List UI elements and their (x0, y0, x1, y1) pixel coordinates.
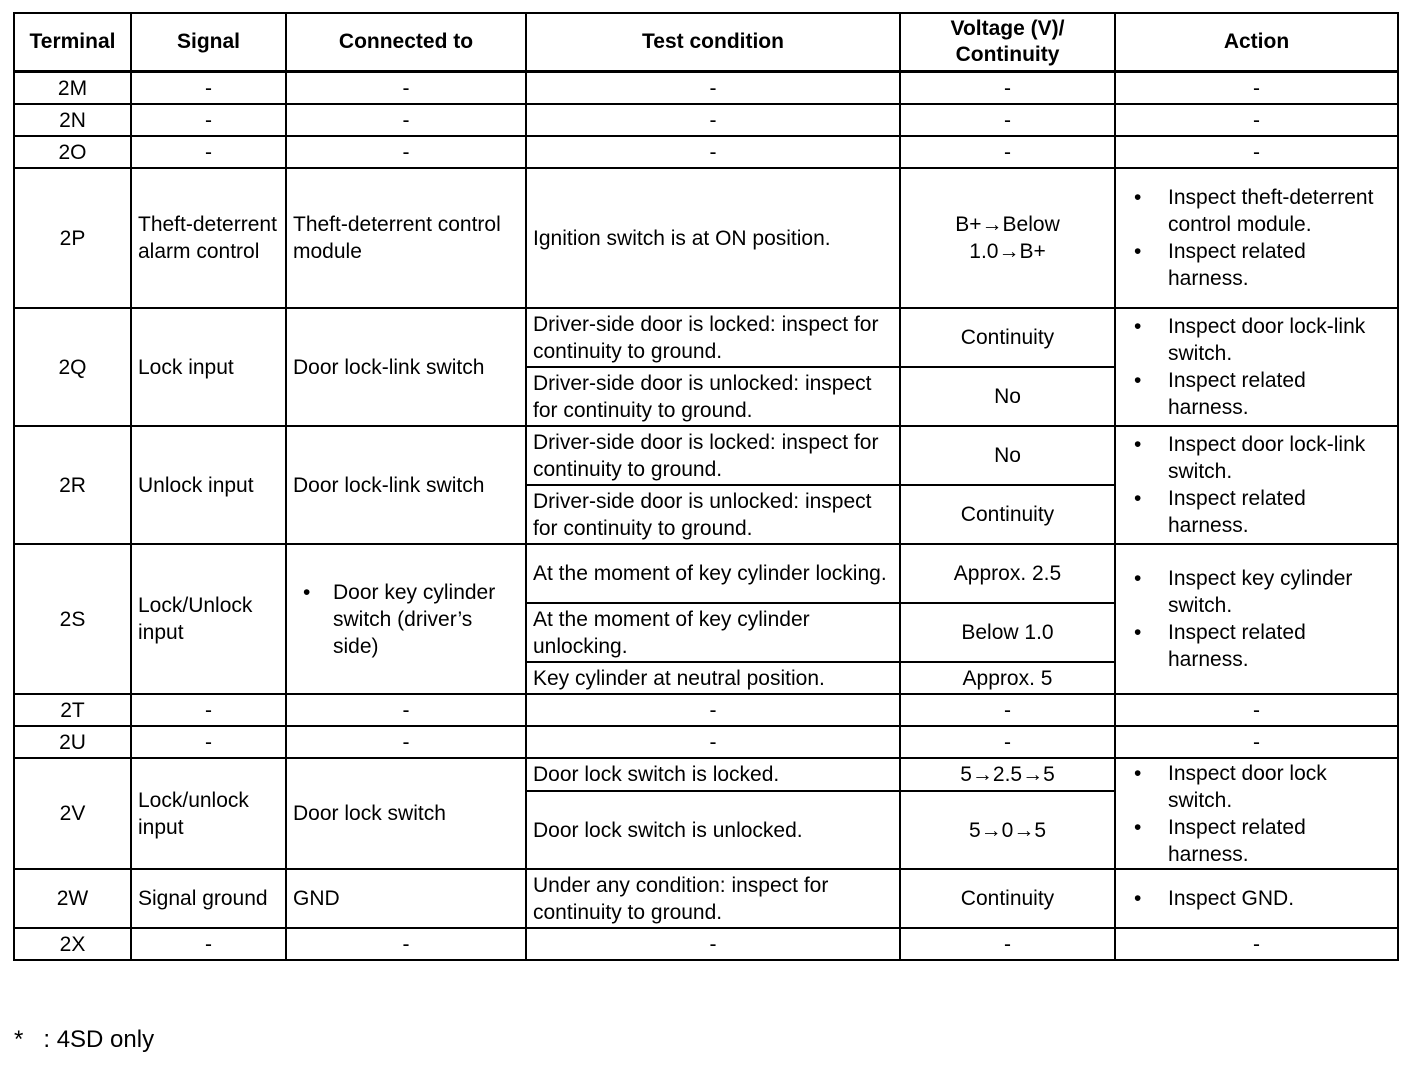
action-cell (1115, 869, 1398, 928)
header-terminal: Terminal (14, 13, 131, 72)
connected-cell: - (286, 136, 526, 168)
action-item: • Inspect related harness. (1130, 619, 1391, 673)
action-item: • Inspect related harness. (1130, 238, 1391, 292)
connected-cell (286, 544, 526, 694)
action-item: • Inspect GND. (1130, 885, 1391, 912)
value-cell: Continuity (900, 308, 1115, 367)
value-cell: - (900, 136, 1115, 168)
terminal-cell: 2W (14, 869, 131, 928)
table-row-2W (14, 869, 1398, 928)
action-item: • Inspect key cylinder switch. (1130, 565, 1391, 619)
terminal-cell: 2T (14, 694, 131, 726)
test-cell: - (526, 104, 900, 136)
action-cell (1115, 426, 1398, 544)
value-cell: Approx. 5 (900, 662, 1115, 694)
test-cell: Driver-side door is locked: inspect for continuity to ground. (526, 308, 900, 367)
signal-cell: Lock/Unlock input (131, 544, 286, 694)
test-cell: Door lock switch is locked. (526, 758, 900, 791)
value-cell: - (900, 104, 1115, 136)
action-cell: - (1115, 694, 1398, 726)
connected-cell: - (286, 726, 526, 758)
test-cell: Under any condition: inspect for continuity to ground. (526, 869, 900, 928)
test-cell: At the moment of key cylinder unlocking. (526, 603, 900, 662)
test-cell: Key cylinder at neutral position. (526, 662, 900, 694)
action-item: • Inspect theft-deterrent control module. (1130, 184, 1391, 238)
header-voltage-line1: Voltage (V)/ (950, 17, 1065, 40)
test-cell: - (526, 72, 900, 105)
connected-cell: - (286, 694, 526, 726)
table-row-2N (14, 104, 1398, 136)
signal-cell: - (131, 136, 286, 168)
connected-cell: Door lock-link switch (286, 308, 526, 426)
action-item: • Inspect related harness. (1130, 367, 1391, 421)
signal-cell: - (131, 104, 286, 136)
footnote-mark: * (14, 1026, 24, 1053)
test-cell: Driver-side door is unlocked: inspect for continuity to ground. (526, 485, 900, 544)
test-cell: Driver-side door is locked: inspect for continuity to ground. (526, 426, 900, 485)
terminal-cell: 2N (14, 104, 131, 136)
action-cell: - (1115, 72, 1398, 105)
connected-cell: - (286, 72, 526, 105)
value-cell: 5→2.5→5 (900, 758, 1115, 791)
footnote-text: : 4SD only (43, 1026, 155, 1053)
connected-cell: - (286, 104, 526, 136)
header-connected-to: Connected to (286, 13, 526, 72)
value-cell: Continuity (900, 869, 1115, 928)
value-cell: Continuity (900, 485, 1115, 544)
table-row-2X (14, 928, 1398, 960)
value-cell: - (900, 694, 1115, 726)
table-row-2U (14, 726, 1398, 758)
action-cell: - (1115, 136, 1398, 168)
signal-cell: Unlock input (131, 426, 286, 544)
value-cell: - (900, 726, 1115, 758)
signal-cell: Signal ground (131, 869, 286, 928)
action-cell: - (1115, 928, 1398, 960)
test-cell: Door lock switch is unlocked. (526, 791, 900, 869)
action-cell (1115, 544, 1398, 694)
test-cell: Driver-side door is unlocked: inspect for continuity to ground. (526, 367, 900, 426)
table-row-2M (14, 72, 1398, 105)
action-cell (1115, 308, 1398, 426)
signal-cell: - (131, 694, 286, 726)
test-cell: - (526, 726, 900, 758)
terminal-cell: 2M (14, 72, 131, 105)
terminal-cell: 2Q (14, 308, 131, 426)
signal-cell: Lock/unlock input (131, 758, 286, 869)
header-signal: Signal (131, 13, 286, 72)
terminal-cell: 2X (14, 928, 131, 960)
test-cell: At the moment of key cylinder locking. (526, 544, 900, 603)
action-item: • Inspect door lock-link switch. (1130, 313, 1391, 367)
value-cell: No (900, 426, 1115, 485)
connected-cell: GND (286, 869, 526, 928)
terminal-cell: 2P (14, 168, 131, 308)
connected-cell: Door lock-link switch (286, 426, 526, 544)
action-item: • Inspect related harness. (1130, 814, 1391, 868)
value-cell: Below 1.0 (900, 603, 1115, 662)
table-row-2O (14, 136, 1398, 168)
header-voltage-continuity (900, 13, 1115, 72)
action-cell: - (1115, 104, 1398, 136)
action-item: • Inspect door lock-link switch. (1130, 431, 1391, 485)
table-row-2V (14, 758, 1398, 791)
action-item: • Inspect door lock switch. (1130, 760, 1391, 814)
table-row-2T (14, 694, 1398, 726)
terminal-cell: 2S (14, 544, 131, 694)
test-cell: - (526, 694, 900, 726)
header-action: Action (1115, 13, 1398, 72)
test-cell: Ignition switch is at ON position. (526, 168, 900, 308)
table-row-2S (14, 544, 1398, 603)
footnote (14, 1026, 154, 1054)
value-cell: Approx. 2.5 (900, 544, 1115, 603)
connected-cell: - (286, 928, 526, 960)
signal-cell: - (131, 72, 286, 105)
action-item: • Inspect related harness. (1130, 485, 1391, 539)
test-cell: - (526, 928, 900, 960)
header-test-condition: Test condition (526, 13, 900, 72)
connected-cell: Door lock switch (286, 758, 526, 869)
terminal-cell: 2U (14, 726, 131, 758)
value-cell: No (900, 367, 1115, 426)
signal-cell: Theft-deterrent alarm control (131, 168, 286, 308)
header-row (14, 13, 1398, 72)
terminal-inspection-table (13, 12, 1399, 961)
signal-cell: - (131, 928, 286, 960)
terminal-cell: 2O (14, 136, 131, 168)
action-cell (1115, 758, 1398, 869)
test-cell: - (526, 136, 900, 168)
signal-cell: Lock input (131, 308, 286, 426)
value-cell: 5→0→5 (900, 791, 1115, 869)
connected-bullet-item: • Door key cylinder switch (driver’s side) (293, 579, 519, 660)
connected-cell: Theft-deterrent control module (286, 168, 526, 308)
action-cell: - (1115, 726, 1398, 758)
table-row-2Q (14, 308, 1398, 367)
terminal-cell: 2R (14, 426, 131, 544)
header-voltage-line2: Continuity (955, 43, 1060, 66)
value-cell: - (900, 72, 1115, 105)
action-cell (1115, 168, 1398, 308)
value-cell: B+→Below 1.0→B+ (900, 168, 1115, 308)
terminal-cell: 2V (14, 758, 131, 869)
table-row-2P (14, 168, 1398, 308)
table-row-2R (14, 426, 1398, 485)
signal-cell: - (131, 726, 286, 758)
value-cell: - (900, 928, 1115, 960)
